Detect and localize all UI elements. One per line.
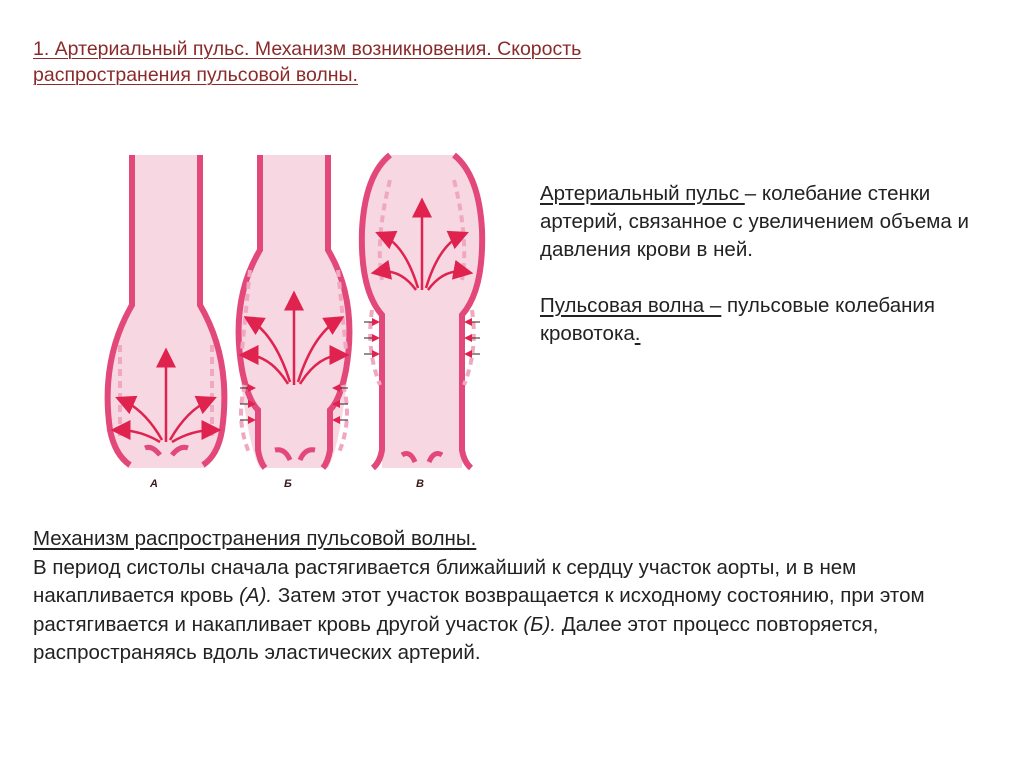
title-line-1: 1. Артериальный пульс. Механизм возникновения. Скорость (33, 38, 582, 60)
vessel-b (239, 155, 350, 490)
pulse-wave-diagram (90, 150, 490, 495)
title-line-2: распространения пульсовой волны. (33, 64, 358, 86)
mechanism-part-2: Затем этот участок возвращается к исходному состоянию, при этом растягивается и накапливает кровь другой участок (33, 584, 925, 636)
wave-text: пульсовые колебания кровотока (540, 294, 935, 345)
wave-definition (540, 292, 970, 348)
mechanism-section (33, 525, 993, 668)
definitions (540, 180, 970, 376)
vessel-a (108, 155, 225, 490)
vessel-b-label: Б (284, 478, 292, 490)
mechanism-part-1: В период систолы сначала растягивается ближайший к сердцу участок аорты, и в нем накапливается кровь (33, 555, 857, 607)
mechanism-part-3: Далее этот процесс повторяется, распространяясь вдоль эластических артерий. (33, 612, 879, 664)
mechanism-ref-b: (Б). (523, 612, 557, 636)
pulse-text: – колебание стенки артерий, связанное с увеличением объема и давления крови в ней. (540, 182, 969, 261)
wave-term: Пульсовая волна – (540, 294, 722, 317)
vessel-c (362, 155, 482, 490)
vessel-a-label: А (150, 478, 158, 490)
mechanism-text (33, 554, 993, 668)
vessel-c-label: В (416, 478, 424, 490)
mechanism-ref-a: (А). (239, 584, 273, 607)
pulse-term: Артериальный пульс (540, 182, 745, 205)
pulse-definition (540, 180, 970, 264)
mechanism-heading: Механизм распространения пульсовой волны. (33, 527, 477, 550)
slide-title (33, 36, 793, 88)
wave-end: . (634, 322, 641, 345)
